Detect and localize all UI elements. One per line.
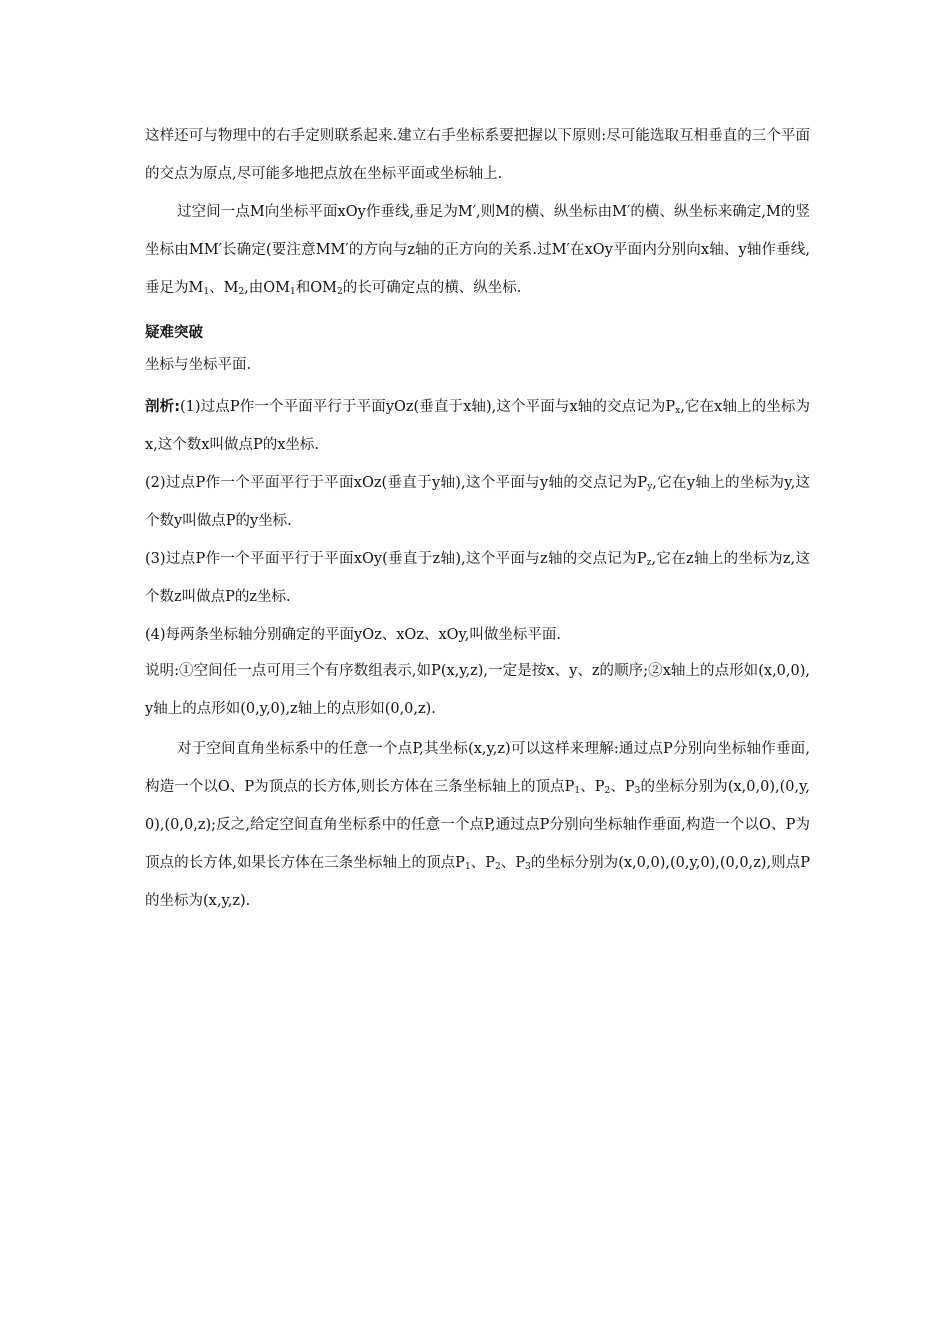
subscript: z (646, 558, 652, 568)
text-run: 的坐标分别为(x,0,0),(0,y,0),(0,0,z);反之,给定空间直角坐标系中的任意一个点P,通过点P分别向坐标轴作垂面,构造一个以O、P为顶点的长方体,如果长方体在三条坐标轴上的顶点P (145, 779, 810, 871)
text-run: 、P (610, 779, 635, 795)
subscript: 1 (290, 287, 296, 297)
text-run: 的长可确定点的横、纵坐标. (342, 280, 522, 296)
subscript: 2 (337, 287, 343, 297)
section-heading: 疑难突破 (145, 325, 203, 341)
topic-line: 坐标与坐标平面. (145, 357, 252, 373)
text-run: 过空间一点M向坐标平面xOy作垂线,垂足为M′,则M的横、纵坐标由M′的横、纵坐标来确定,M的竖坐标由MM′长确定(要注意MM′的方向与z轴的正方向的关系.过M′在xOy平面内分别向x轴、y轴作垂线,垂足为M (145, 204, 810, 296)
text-run: 的坐标分别为(x,0,0),(0,y,0),(0,0,z),则点P的坐标为(x,y,z). (145, 855, 810, 909)
text-run: 、P (580, 779, 605, 795)
paragraph-coordinates-explanation (145, 730, 810, 920)
text-run: 和OM (295, 280, 337, 296)
paragraph-right-hand-rule (145, 117, 810, 193)
subscript: x (675, 406, 681, 416)
text-run: 、P (500, 855, 526, 871)
paragraph-text: 这样还可与物理中的右手定则联系起来.建立右手坐标系要把握以下原则:尽可能选取互相垂直的三个平面的交点为原点,尽可能多地把点放在坐标平面或坐标轴上. (145, 128, 810, 182)
subscript: 2 (238, 287, 245, 297)
subscript: 1 (203, 287, 210, 297)
analysis-item-3 (145, 540, 810, 616)
text-run: (1)过点P作一个平面平行于平面yOz(垂直于x轴),这个平面与x轴的交点记为P (180, 399, 676, 415)
subscript: 3 (634, 786, 641, 796)
text-run: 、M (209, 280, 239, 296)
text-run: ,它在x轴上的坐标为x,这个数x叫做点P的x坐标. (145, 399, 810, 453)
text-run: ,它在z轴上的坐标为z,这个数z叫做点P的z坐标. (145, 551, 810, 605)
subscript: 1 (574, 786, 581, 796)
analysis-item-1 (145, 388, 810, 464)
text-run: 说明:①空间任一点可用三个有序数组表示,如P(x,y,z),一定是按x、y、z的顺序;②x轴上的点形如(x,0,0),y轴上的点形如(0,y,0),z轴上的点形如(0,0,z). (145, 663, 810, 717)
subscript: 2 (604, 786, 611, 796)
text-run: (3)过点P作一个平面平行于平面xOy(垂直于z轴),这个平面与z轴的交点记为P (145, 551, 647, 567)
paragraph-projection (145, 193, 810, 307)
subscript: 1 (464, 862, 471, 872)
text-run: ,由OM (244, 280, 291, 296)
text-run: ,它在y轴上的坐标为y,这个数y叫做点P的y坐标. (145, 475, 810, 529)
analysis-item-4: (4)每两条坐标轴分别确定的平面yOz、xOz、xOy,叫做坐标平面. (145, 627, 562, 643)
analysis-label: 剖析: (145, 399, 181, 415)
text-run: (2)过点P作一个平面平行于平面xOz(垂直于y轴),这个平面与y轴的交点记为P (145, 475, 648, 491)
text-run: 对于空间直角坐标系中的任意一个点P,其坐标(x,y,z)可以这样来理解:通过点P分别向坐标轴作垂面,构造一个以O、P为顶点的长方体,则长方体在三条坐标轴上的顶点P (145, 741, 810, 795)
text-run: 、P (470, 855, 496, 871)
subscript: 3 (525, 862, 531, 872)
subscript: 2 (495, 862, 501, 872)
analysis-item-2 (145, 464, 810, 540)
note-paragraph (145, 652, 810, 728)
subscript: y (647, 482, 653, 492)
